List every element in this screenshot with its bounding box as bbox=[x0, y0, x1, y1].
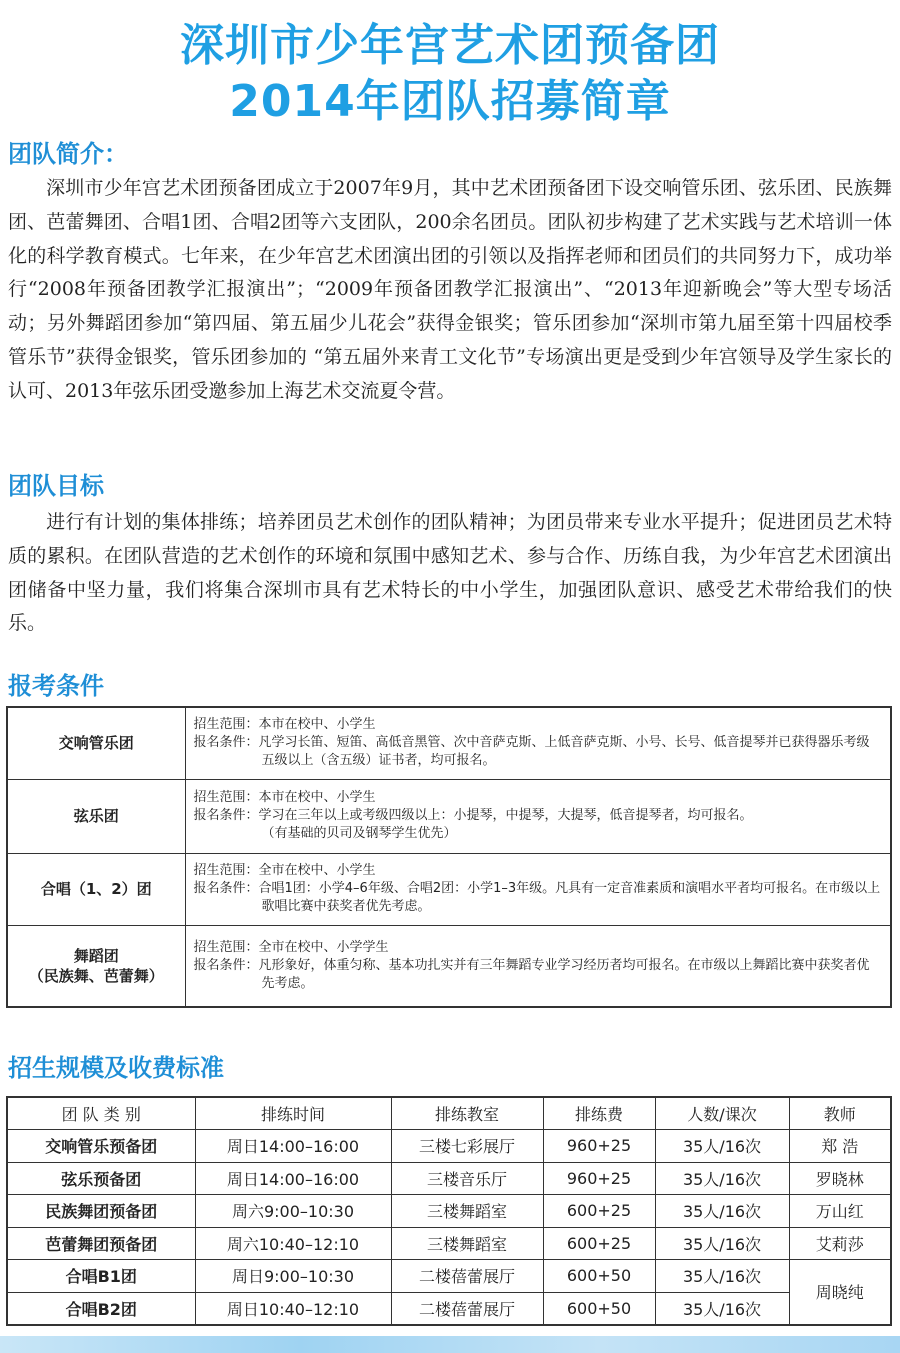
table-cell: 三楼舞蹈室 bbox=[391, 1195, 543, 1228]
table-header-row bbox=[7, 1097, 891, 1130]
condition-row bbox=[7, 925, 891, 1007]
conditions-table bbox=[6, 706, 892, 1008]
condition-description: 招生范围：本市在校中、小学生 报名条件：学习在三年以上或考级四级以上：小提琴，中提琴，大提琴，低音提琴者，均可报名。 （有基础的贝司及钢琴学生优先） bbox=[185, 779, 891, 853]
page-title-line-1: 深圳市少年宫艺术团预备团 bbox=[180, 20, 720, 71]
column-header: 排练时间 bbox=[195, 1097, 391, 1130]
condition-row bbox=[7, 707, 891, 779]
condition-description: 招生范围：本市在校中、小学生 报名条件：凡学习长笛、短笛、高低音黑管、次中音萨克斯、上低音萨克斯、小号、长号、低音提琴并已获得器乐考级五级以上（含五级）证书者，均可报名。 bbox=[185, 707, 891, 779]
table-row bbox=[7, 1195, 891, 1228]
table-cell: 35人/16次 bbox=[655, 1195, 789, 1228]
table-cell: 交响管乐预备团 bbox=[7, 1130, 195, 1163]
table-cell: 35人/16次 bbox=[655, 1130, 789, 1163]
column-header: 教师 bbox=[789, 1097, 891, 1130]
column-header: 人数/课次 bbox=[655, 1097, 789, 1130]
table-cell: 35人/16次 bbox=[655, 1292, 789, 1325]
table-cell: 郑 浩 bbox=[789, 1130, 891, 1163]
intro-heading: 团队简介： bbox=[8, 140, 128, 168]
table-cell: 罗晓林 bbox=[789, 1162, 891, 1195]
condition-group-name: 交响管乐团 bbox=[7, 707, 185, 779]
table-cell: 芭蕾舞团预备团 bbox=[7, 1227, 195, 1260]
intro-paragraph bbox=[8, 172, 892, 409]
table-cell: 民族舞团预备团 bbox=[7, 1195, 195, 1228]
table-cell: 万山红 bbox=[789, 1195, 891, 1228]
table-cell: 960+25 bbox=[543, 1130, 655, 1163]
table-cell: 三楼舞蹈室 bbox=[391, 1227, 543, 1260]
table-cell: 周日9:00–10:30 bbox=[195, 1260, 391, 1293]
table-cell: 35人/16次 bbox=[655, 1162, 789, 1195]
goal-text: 进行有计划的集体排练；培养团员艺术创作的团队精神；为团员带来专业水平提升；促进团员艺术特质的累积。在团队营造的艺术创作的环境和氛围中感知艺术、参与合作、历练自我，为少年宫艺术团演出团储备中坚力量，我们将集合深圳市具有艺术特长的中小学生，加强团队意识、感受艺术带给我们的快乐。 bbox=[8, 511, 892, 635]
condition-description: 招生范围：全市在校中、小学生 报名条件：合唱1团：小学4–6年级、合唱2团：小学1–3年级。凡具有一定音准素质和演唱水平者均可报名。在市级以上歌唱比赛中获奖者优先考虑。 bbox=[185, 853, 891, 925]
page-title-line-2: 2014年团队招募简章 bbox=[229, 76, 671, 127]
column-header: 排练教室 bbox=[391, 1097, 543, 1130]
table-cell: 960+25 bbox=[543, 1162, 655, 1195]
column-header: 团 队 类 别 bbox=[7, 1097, 195, 1130]
table-row bbox=[7, 1162, 891, 1195]
table-cell: 艾莉莎 bbox=[789, 1227, 891, 1260]
table-cell: 合唱B1团 bbox=[7, 1260, 195, 1293]
table-cell: 周日14:00–16:00 bbox=[195, 1162, 391, 1195]
table-cell: 周日14:00–16:00 bbox=[195, 1130, 391, 1163]
table-cell: 三楼七彩展厅 bbox=[391, 1130, 543, 1163]
goal-paragraph bbox=[8, 506, 892, 641]
decorative-footer-band bbox=[0, 1336, 900, 1353]
table-cell-merged: 周晓纯 bbox=[789, 1260, 891, 1325]
table-row bbox=[7, 1292, 891, 1325]
table-row bbox=[7, 1260, 891, 1293]
fees-heading: 招生规模及收费标准 bbox=[8, 1054, 224, 1082]
table-cell: 合唱B2团 bbox=[7, 1292, 195, 1325]
table-cell: 35人/16次 bbox=[655, 1260, 789, 1293]
condition-description: 招生范围：全市在校中、小学学生 报名条件：凡形象好，体重匀称、基本功扎实并有三年舞蹈专业学习经历者均可报名。在市级以上舞蹈比赛中获奖者优先考虑。 bbox=[185, 925, 891, 1007]
table-cell: 二楼蓓蕾展厅 bbox=[391, 1292, 543, 1325]
intro-text: 深圳市少年宫艺术团预备团成立于2007年9月，其中艺术团预备团下设交响管乐团、弦乐团、民族舞团、芭蕾舞团、合唱1团、合唱2团等六支团队，200余名团员。团队初步构建了艺术实践与艺术培训一体化的科学教育模式。七年来，在少年宫艺术团演出团的引领以及指挥老师和团员们的共同努力下，成功举行“2008年预备团教学汇报演出”；“2009年预备团教学汇报演出”、“2013年迎新晚会”等大型专场活动；另外舞蹈团参加“第四届、第五届少儿花会”获得金银奖；管乐团参加“深圳市第九届至第十四届校季管乐节”获得金银奖，管乐团参加的 “第五届外来青工文化节”专场演出更是受到少年宫领导及学生家长的认可、2013年弦乐团受邀参加上海艺术交流夏令营。 bbox=[8, 177, 892, 402]
table-cell: 周六10:40–12:10 bbox=[195, 1227, 391, 1260]
table-cell: 二楼蓓蕾展厅 bbox=[391, 1260, 543, 1293]
table-cell: 600+50 bbox=[543, 1292, 655, 1325]
table-cell: 600+25 bbox=[543, 1195, 655, 1228]
table-row bbox=[7, 1227, 891, 1260]
conditions-heading: 报考条件 bbox=[8, 672, 104, 700]
condition-row bbox=[7, 779, 891, 853]
table-row bbox=[7, 1130, 891, 1163]
fees-table bbox=[6, 1096, 892, 1326]
table-cell: 600+50 bbox=[543, 1260, 655, 1293]
condition-group-name: 合唱（1、2）团 bbox=[7, 853, 185, 925]
goal-heading: 团队目标 bbox=[8, 472, 104, 500]
condition-group-name: 舞蹈团 （民族舞、芭蕾舞） bbox=[7, 925, 185, 1007]
condition-group-name: 弦乐团 bbox=[7, 779, 185, 853]
column-header: 排练费 bbox=[543, 1097, 655, 1130]
table-cell: 600+25 bbox=[543, 1227, 655, 1260]
table-cell: 周六9:00–10:30 bbox=[195, 1195, 391, 1228]
condition-row bbox=[7, 853, 891, 925]
table-cell: 三楼音乐厅 bbox=[391, 1162, 543, 1195]
table-cell: 弦乐预备团 bbox=[7, 1162, 195, 1195]
table-cell: 35人/16次 bbox=[655, 1227, 789, 1260]
table-cell: 周日10:40–12:10 bbox=[195, 1292, 391, 1325]
